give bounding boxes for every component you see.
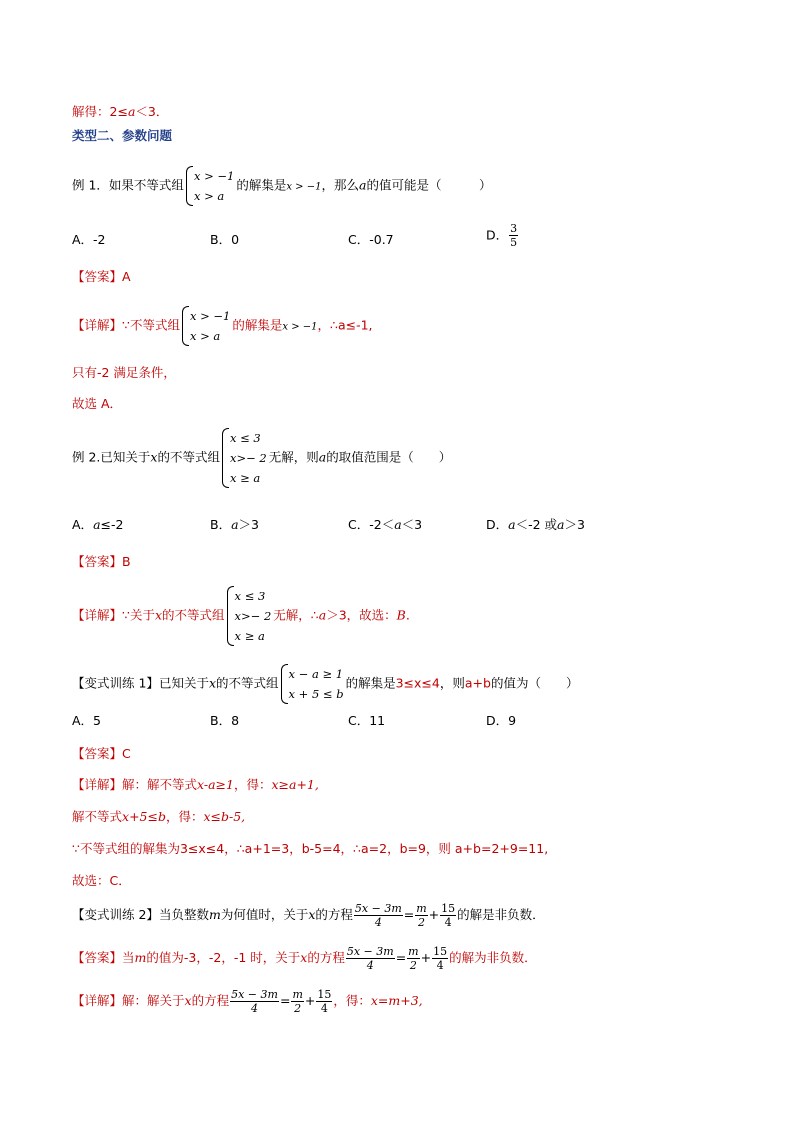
answer-3: 【答案】C bbox=[72, 746, 131, 761]
detail-3-line4: 故选：C． bbox=[72, 873, 131, 888]
option-d: D．9 bbox=[486, 713, 517, 728]
solution-line: 解得：2≤a＜3． bbox=[72, 104, 169, 119]
fraction: $\frac{5x - 3m}{4}$ bbox=[231, 988, 278, 1015]
detail-1-line3: 故选 A． bbox=[72, 396, 123, 411]
option-b: B．8 bbox=[210, 713, 240, 728]
inequality-system: x − a ≥ 1 x + 5 ≤ b bbox=[281, 664, 344, 704]
detail-1: 【详解】∵不等式组 x > −1 x > a 的解集是x > −1，∴a≤-1, bbox=[72, 306, 373, 346]
option-a: A．a≤-2 bbox=[72, 517, 124, 532]
variant-1-question: 【变式训练 1】已知关于x的不等式组 x − a ≥ 1 x + 5 ≤ b 的解集是3≤x≤4，则a+b的值为（ ） bbox=[72, 664, 578, 704]
answer-4: 【答案】当m的值为-3，-2，-1 时，关于x的方程 $\frac{5x - 3m}{4}$ = $\frac{m}{2}$ + $\frac{15}{4}$ 的解为非负数． bbox=[72, 945, 537, 972]
fraction: $\frac{m}{2}$ bbox=[416, 902, 427, 929]
fraction: $\frac{5x - 3m}{4}$ bbox=[346, 945, 394, 972]
fraction: $\frac{m}{2}$ bbox=[408, 945, 419, 972]
fraction: $\frac{15}{4}$ bbox=[433, 945, 448, 972]
variant-2-question: 【变式训练 2】当负整数m为何值时，关于x的方程 $\frac{5x - 3m}{4}$ = $\frac{m}{2}$ + $\frac{15}{4}$ 的解是非负数． bbox=[72, 902, 545, 929]
fraction: $\frac{15}{4}$ bbox=[317, 988, 332, 1015]
brace-icon bbox=[227, 586, 234, 646]
option-a: A．5 bbox=[72, 713, 102, 728]
brace-icon bbox=[182, 306, 189, 346]
example-2-question: 例 2.已知关于x的不等式组 x ≤ 3 x>− 2 x ≥ a 无解，则a的取值范围是（ ） bbox=[72, 428, 451, 488]
fraction: $\frac{15}{4}$ bbox=[441, 902, 456, 929]
fraction: $\frac{m}{2}$ bbox=[292, 988, 303, 1015]
detail-3-line3: ∵不等式组的解集为3≤x≤4，∴a+1=3，b-5=4，∴a=2，b=9，则 a+b=2+9=11, bbox=[72, 841, 549, 856]
section-heading: 类型二、参数问题 bbox=[72, 128, 173, 143]
option-c: C．-2＜a＜3 bbox=[348, 517, 423, 532]
fraction: $\frac{5x - 3m}{4}$ bbox=[354, 902, 402, 929]
option-a: A．-2 bbox=[72, 232, 106, 247]
fraction: $\frac{3}{5}$ bbox=[510, 222, 518, 249]
option-b: B．0 bbox=[210, 232, 240, 247]
brace-icon bbox=[281, 664, 288, 704]
brace-icon bbox=[186, 166, 193, 206]
option-d: D． $\frac{3}{5}$ bbox=[486, 222, 518, 249]
inequality-system: x > −1 x > a bbox=[182, 306, 230, 346]
detail-4: 【详解】解：解关于x的方程 $\frac{5x - 3m}{4}$ = $\frac{m}{2}$ + $\frac{15}{4}$ ，得：x=m+3, bbox=[72, 988, 423, 1015]
inequality-system: x ≤ 3 x>− 2 x ≥ a bbox=[227, 586, 272, 646]
answer-2: 【答案】B bbox=[72, 554, 131, 569]
option-c: C．-0.7 bbox=[348, 232, 394, 247]
inequality-system: x > −1 x > a bbox=[186, 166, 234, 206]
detail-3-line2: 解不等式x+5≤b，得：x≤b-5, bbox=[72, 809, 246, 824]
option-b: B．a＞3 bbox=[210, 517, 259, 532]
inequality-system: x ≤ 3 x>− 2 x ≥ a bbox=[222, 428, 267, 488]
answer-1: 【答案】A bbox=[72, 269, 131, 284]
detail-3: 【详解】解：解不等式x-a≥1，得：x≥a+1, bbox=[72, 777, 319, 792]
detail-1-line2: 只有-2 满足条件， bbox=[72, 365, 176, 380]
brace-icon bbox=[222, 428, 229, 488]
example-1-question: 例 1．如果不等式组 x > −1 x > a 的解集是x > −1，那么a的值可能是（ ） bbox=[72, 166, 491, 206]
option-c: C．11 bbox=[348, 713, 386, 728]
detail-2: 【详解】∵关于x的不等式组 x ≤ 3 x>− 2 x ≥ a 无解，∴a＞3，故选：B. bbox=[72, 586, 410, 646]
option-d: D．a＜-2 或a＞3 bbox=[486, 517, 585, 532]
